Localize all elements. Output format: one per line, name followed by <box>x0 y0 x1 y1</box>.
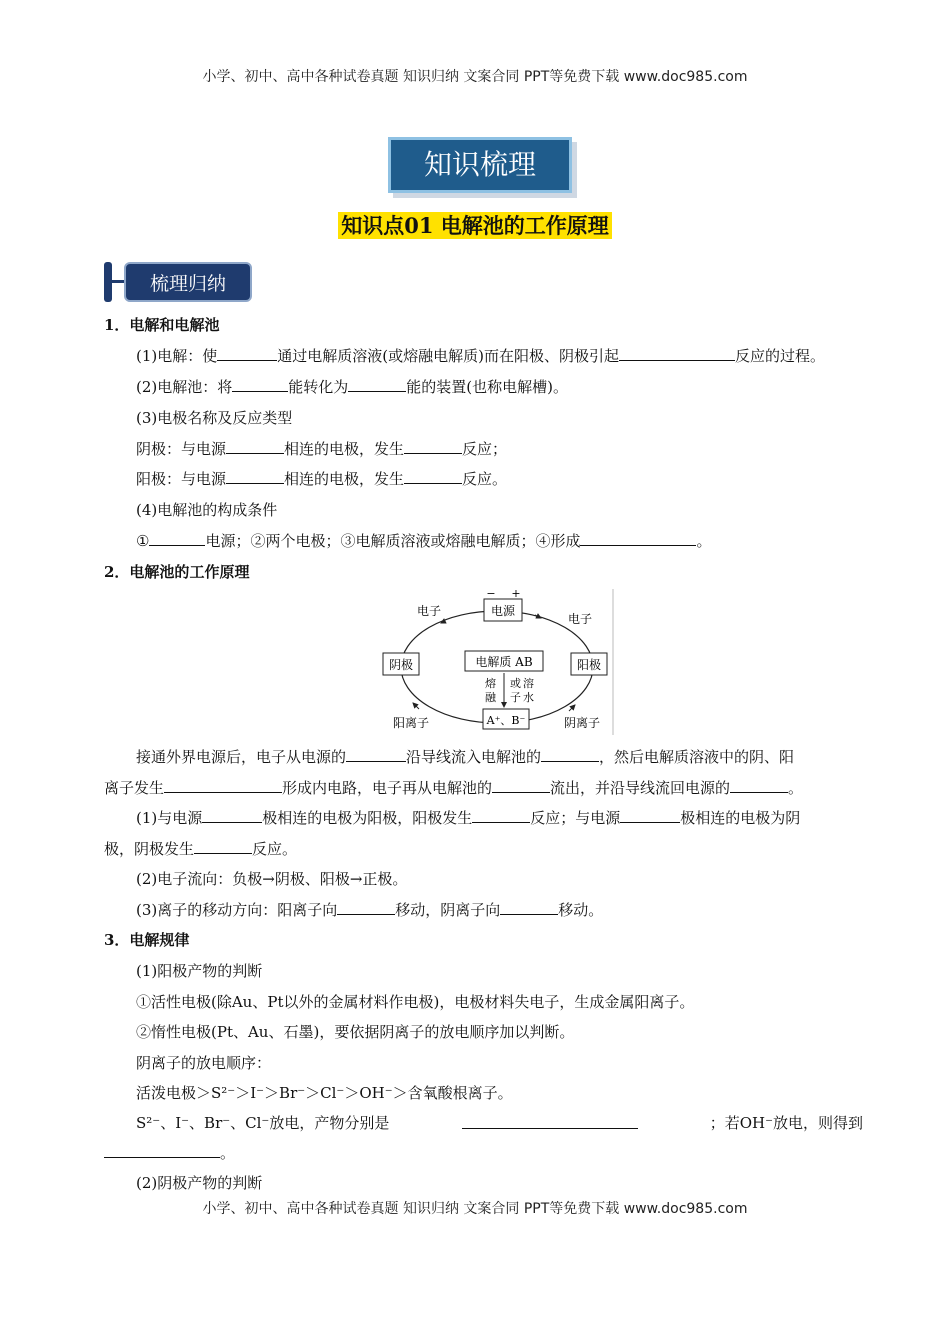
s1-line-2: (2)电解池：将 能转化为 能的装置(也称电解槽)。 <box>136 378 568 396</box>
s1-line-5: 阳极：与电源 相连的电极，发生 反应。 <box>136 470 508 488</box>
knowledge-point-title: 知识点01 电解池的工作原理 <box>0 210 950 240</box>
minus-sign: − <box>486 589 496 600</box>
melt-char-2: 融 <box>485 691 496 704</box>
s1-line-6: (4)电解池的构成条件 <box>136 501 278 519</box>
melt-char-1: 熔 <box>485 677 496 690</box>
s1-line-7: ① 电源；②两个电极；③电解质溶液或熔融电解质；④形成 。 <box>136 532 712 550</box>
s2-para-1: 接通外界电源后，电子从电源的 沿导线流入电解池的 ，然后电解质溶液中的阴、阳 <box>136 748 795 766</box>
s2-para-5: (2)电子流向：负极→阴极、阳极→正极。 <box>136 870 408 888</box>
s3-line-8: (2)阴极产物的判断 <box>136 1174 263 1192</box>
electron-right-label: 电子 <box>567 612 593 626</box>
s3-line-1: (1)阳极产物的判断 <box>136 962 263 980</box>
section-1-heading: 1．电解和电解池 <box>104 316 220 334</box>
dissolve-char-1: 溶 <box>523 677 534 690</box>
anode-label: 阳极 <box>576 658 602 672</box>
s1-line-1: (1)电解：使 通过电解质溶液(或熔融电解质)而在阳极、阴极引起 反应的过程。 <box>136 347 825 365</box>
s1-line-4: 阴极：与电源 相连的电极，发生 反应； <box>136 440 508 458</box>
s3-line-2: ①活性电极(除Au、Pt以外的金属材料作电极)，电极材料失电子，生成金属阳离子。 <box>136 993 695 1011</box>
electron-left-label: 电子 <box>416 604 442 618</box>
dissolve-char-2: 水 <box>523 691 534 704</box>
s1-line-3: (3)电极名称及反应类型 <box>136 409 293 427</box>
section-2-heading: 2．电解池的工作原理 <box>104 563 250 581</box>
or-char-1: 或 <box>510 677 521 690</box>
power-label: 电源 <box>490 604 516 618</box>
s3-line-3: ②惰性电极(Pt、Au、石墨)，要依据阴离子的放电顺序加以判断。 <box>136 1023 575 1041</box>
cation-label: 阳离子 <box>392 716 430 730</box>
s3-line-6: S²⁻、I⁻、Br⁻、Cl⁻放电，产物分别是 ；若OH⁻放电，则得到 <box>136 1114 863 1132</box>
arrow-cation <box>413 703 419 709</box>
s2-para-4: 极，阴极发生 反应。 <box>104 840 298 858</box>
or-char-2: 子 <box>510 691 521 704</box>
s3-line-5: 活泼电极＞S²⁻＞I⁻＞Br⁻＞Cl⁻＞OH⁻＞含氧酸根离子。 <box>136 1084 513 1102</box>
s2-para-2: 离子发生 形成内电路，电子再从电解池的 流出，并沿导线流回电源的 。 <box>104 779 804 797</box>
electrolyte-label: 电解质 AB <box>475 655 533 669</box>
plus-sign: + <box>511 589 521 600</box>
section-3-heading: 3．电解规律 <box>104 931 190 949</box>
page-header: 小学、初中、高中各种试卷真题 知识归纳 文案合同 PPT等免费下载 www.doc985.com <box>202 69 748 85</box>
section-banner: 知识梳理 <box>388 137 572 193</box>
anion-label: 阴离子 <box>563 716 601 730</box>
ions-label: A⁺、B⁻ <box>486 714 526 727</box>
arrow-anion <box>569 705 575 711</box>
summary-badge-label: 梳理归纳 <box>124 262 252 302</box>
s2-para-3: (1)与电源 极相连的电极为阳极，阳极发生 反应；与电源 极相连的电极为阴 <box>136 809 801 827</box>
s3-line-7: 。 <box>104 1142 235 1163</box>
cathode-label: 阴极 <box>388 658 414 672</box>
electrolysis-diagram <box>379 589 615 735</box>
page-footer: 小学、初中、高中各种试卷真题 知识归纳 文案合同 PPT等免费下载 www.doc985.com <box>202 1201 748 1217</box>
s2-para-6: (3)离子的移动方向：阳离子向 移动，阴离子向 移动。 <box>136 901 604 919</box>
s3-line-4: 阴离子的放电顺序： <box>136 1054 272 1072</box>
